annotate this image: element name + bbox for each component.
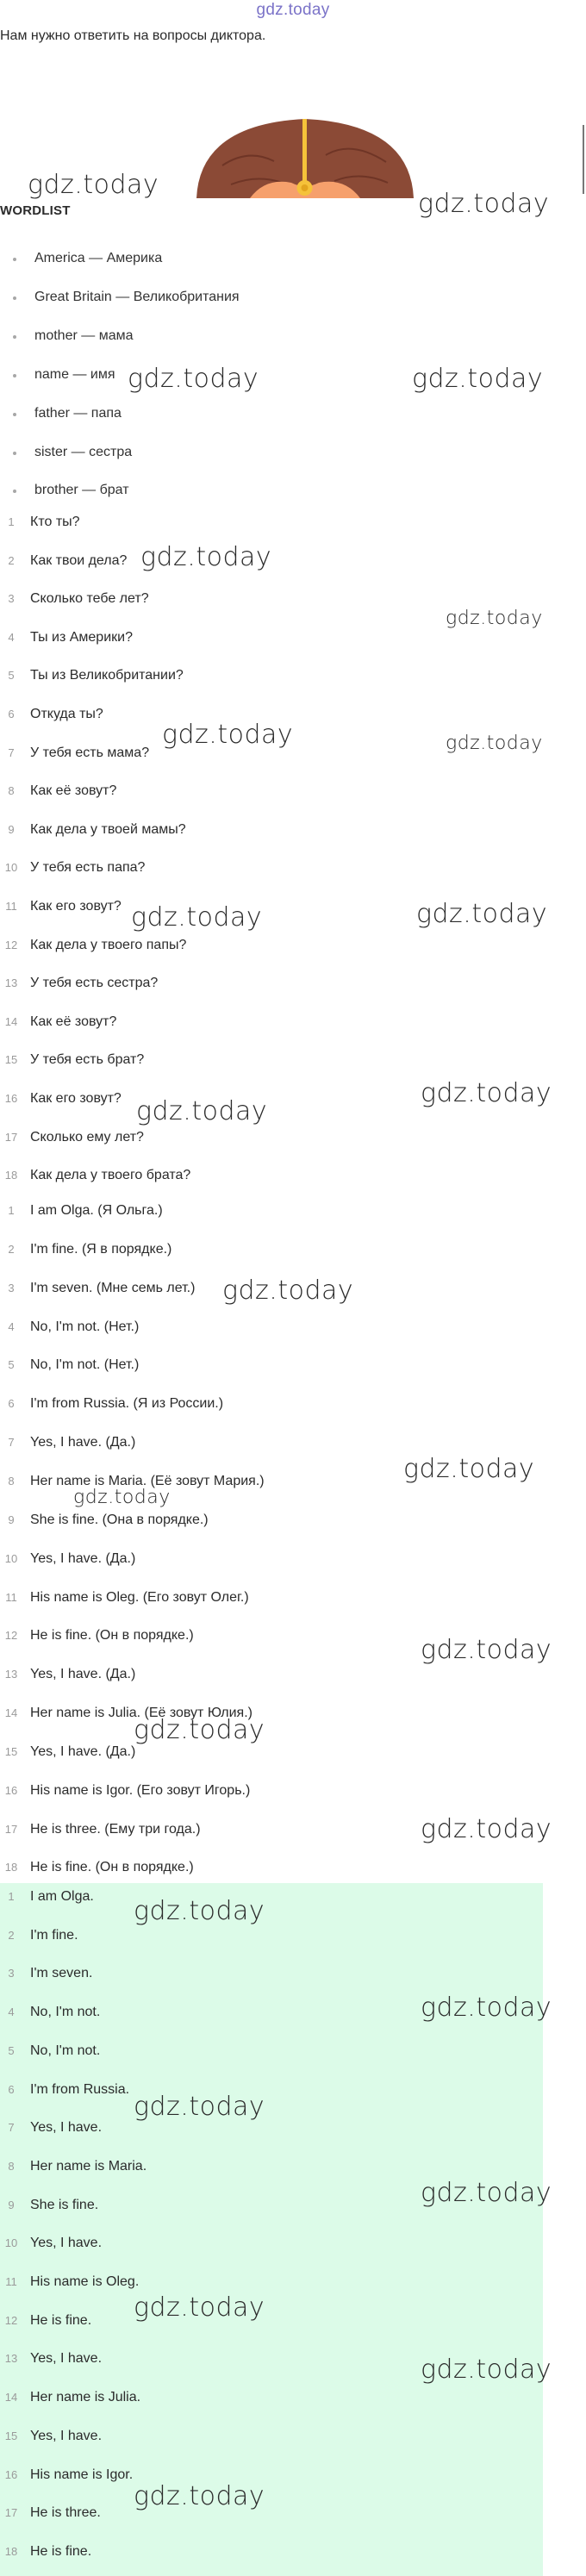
translated-answer-item (0, 1239, 552, 1260)
item-number: 9 (8, 822, 15, 836)
translated-answer-item (0, 1819, 552, 1840)
translated-answer-item (0, 1625, 552, 1646)
item-number: 3 (8, 1967, 15, 1980)
item-number: 5 (8, 1358, 15, 1372)
item-text: No, I'm not. (Нет.) (30, 1357, 140, 1373)
item-number: 16 (4, 1092, 18, 1105)
item-text: She is fine. (30, 2197, 99, 2212)
watermark-text: gdz.today (134, 2292, 265, 2323)
item-text: Yes, I have. (30, 2120, 103, 2136)
answer-item (0, 2348, 552, 2369)
item-number: 15 (4, 1053, 18, 1067)
item-number: 14 (4, 1706, 18, 1720)
translated-answer-item (0, 1510, 552, 1531)
watermark-text: gdz.today (418, 189, 550, 219)
item-text: His name is Oleg. (30, 2274, 140, 2289)
item-text: У тебя есть мама? (30, 745, 150, 760)
answer-item (0, 2080, 552, 2100)
item-text: Her name is Maria. (30, 2158, 147, 2174)
item-number: 11 (5, 2275, 17, 2288)
answer-item (0, 2118, 552, 2138)
watermark-text: gdz.today (412, 364, 544, 394)
item-number: 14 (4, 1014, 18, 1028)
question-item (0, 1012, 552, 1032)
watermark-text: gdz.today (446, 733, 543, 754)
question-item (0, 512, 552, 533)
item-text: No, I'm not. (30, 2005, 101, 2020)
item-number: 3 (8, 592, 15, 606)
translated-answer-item (0, 1742, 552, 1762)
item-number: 1 (8, 1890, 15, 1903)
item-number: 12 (4, 1629, 18, 1643)
item-text: Yes, I have. (30, 2428, 103, 2443)
item-number: 7 (8, 2121, 15, 2135)
wordlist-item (0, 365, 345, 385)
item-text: Как дела у твоей мамы? (30, 821, 186, 837)
item-text: У тебя есть сестра? (30, 976, 159, 991)
item-text: Yes, I have. (30, 2236, 103, 2251)
item-number: 4 (8, 1319, 15, 1333)
answer-item (0, 1963, 552, 1984)
translated-answer-item (0, 1201, 552, 1221)
answer-item (0, 1925, 552, 1946)
item-number: 9 (8, 1513, 15, 1526)
watermark-text: gdz.today (134, 2092, 265, 2122)
answer-item (0, 1887, 552, 1907)
item-text: His name is Igor. (Его зовут Игорь.) (30, 1782, 251, 1798)
item-text: He is fine. (Он в порядке.) (30, 1628, 194, 1644)
item-number: 1 (8, 1204, 15, 1217)
item-text: Yes, I have. (Да.) (30, 1743, 136, 1759)
item-text: I am Olga. (Я Ольга.) (30, 1203, 163, 1218)
question-item (0, 820, 552, 840)
item-text: Her name is Julia. (Её зовут Юлия.) (30, 1706, 252, 1721)
watermark-text: gdz.today (421, 2178, 552, 2208)
answer-item (0, 2503, 552, 2523)
watermark-text: gdz.today (421, 1635, 552, 1665)
watermark-text: gdz.today (421, 1814, 552, 1844)
item-number: 3 (8, 1281, 15, 1294)
item-number: 11 (5, 1590, 17, 1604)
item-number: 6 (8, 1397, 15, 1411)
translated-answer-item (0, 1355, 552, 1375)
wordlist-item-text: name — имя (34, 366, 115, 382)
item-text: Ты из Великобритании? (30, 668, 184, 683)
translated-answer-item (0, 1394, 552, 1414)
answer-item (0, 2311, 552, 2331)
item-number: 1 (8, 515, 15, 528)
item-text: Как дела у твоего папы? (30, 937, 187, 952)
answer-item (0, 2272, 552, 2292)
item-number: 8 (8, 2159, 15, 2173)
question-item (0, 551, 552, 571)
watermark-text: gdz.today (134, 1715, 265, 1745)
wordlist-item (0, 403, 345, 424)
site-logo-link[interactable]: gdz.today (256, 1, 330, 19)
bullet-dot (13, 413, 16, 416)
wordlist-item (0, 326, 345, 346)
item-number: 7 (8, 1436, 15, 1450)
item-text: His name is Igor. (30, 2467, 134, 2482)
answer-item (0, 2465, 552, 2486)
item-number: 10 (4, 1551, 18, 1565)
question-item (0, 1088, 552, 1109)
item-text: She is fine. (Она в порядке.) (30, 1512, 209, 1527)
item-text: He is fine. (30, 2543, 92, 2559)
item-number: 13 (4, 1668, 18, 1681)
question-item (0, 589, 552, 609)
item-text: He is three. (30, 2505, 101, 2521)
item-text: I'm seven. (30, 1966, 93, 1981)
item-text: No, I'm not. (Нет.) (30, 1319, 140, 1334)
item-number: 8 (8, 1474, 15, 1488)
item-number: 4 (8, 630, 15, 644)
item-text: His name is Oleg. (Его зовут Олег.) (30, 1589, 249, 1605)
item-text: Как её зовут? (30, 1014, 117, 1029)
watermark-text: gdz.today (162, 720, 294, 750)
answer-item (0, 2041, 552, 2061)
watermark-text: gdz.today (421, 2355, 552, 2385)
watermark-text: gdz.today (134, 2481, 265, 2511)
item-text: Yes, I have. (30, 2351, 103, 2367)
item-number: 12 (4, 2313, 18, 2327)
item-number: 6 (8, 2082, 15, 2096)
bullet-dot (13, 258, 16, 261)
item-number: 6 (8, 708, 15, 720)
item-number: 5 (8, 2043, 15, 2057)
wordlist-item (0, 480, 345, 501)
item-number: 13 (4, 2352, 18, 2366)
wordlist-item (0, 442, 345, 463)
answer-item (0, 2542, 552, 2562)
question-item (0, 743, 552, 764)
question-item (0, 1050, 552, 1070)
item-number: 7 (8, 745, 15, 759)
wordlist-item-text: father — папа (34, 405, 122, 421)
watermark-text: gdz.today (73, 1487, 171, 1508)
translated-answer-item (0, 1703, 552, 1724)
question-item (0, 665, 552, 686)
bullet-dot (13, 335, 16, 339)
item-text: Откуда ты? (30, 707, 103, 721)
wordlist-item-text: mother — мама (34, 327, 134, 343)
translated-answer-item (0, 1317, 552, 1338)
item-text: I'm fine. (Я в порядке.) (30, 1241, 172, 1257)
wordlist-item (0, 248, 345, 269)
watermark-text: gdz.today (28, 170, 159, 200)
item-number: 2 (8, 553, 15, 567)
item-number: 17 (4, 1130, 18, 1144)
answer-item (0, 2195, 552, 2216)
question-item (0, 627, 552, 648)
watermark-text: gdz.today (416, 899, 548, 929)
wordlist-item-text: sister — сестра (34, 444, 133, 459)
item-number: 9 (8, 2198, 15, 2211)
question-item (0, 858, 552, 878)
question-item (0, 1127, 552, 1148)
item-text: He is fine. (30, 2312, 92, 2328)
translated-answer-item (0, 1278, 552, 1299)
intro-text: Нам нужно ответить на вопросы диктора. (0, 28, 266, 43)
translated-answer-item (0, 1664, 552, 1685)
translated-answer-item (0, 1549, 552, 1569)
translated-answer-item (0, 1781, 552, 1801)
item-text: No, I'm not. (30, 2043, 101, 2058)
wordlist-item-text: Great Britain — Великобритания (34, 289, 240, 304)
bullet-dot (13, 490, 16, 493)
item-number: 8 (8, 784, 15, 798)
item-number: 5 (8, 669, 15, 683)
watermark-text: gdz.today (421, 1993, 552, 2023)
watermark-text: gdz.today (128, 364, 259, 394)
item-text: Как его зовут? (30, 1091, 122, 1106)
watermark-text: gdz.today (421, 1078, 552, 1108)
item-text: Сколько ему лет? (30, 1129, 144, 1145)
translated-answer-item (0, 1432, 552, 1453)
item-text: У тебя есть папа? (30, 860, 146, 876)
item-text: Yes, I have. (Да.) (30, 1435, 136, 1450)
wordlist-heading: WORDLIST (0, 203, 71, 218)
wordlist-item-text: brother — брат (34, 483, 129, 498)
item-number: 13 (4, 976, 18, 990)
item-text: I'm from Russia. (30, 2081, 130, 2097)
item-text: He is fine. (Он в порядке.) (30, 1860, 194, 1875)
watermark-text: gdz.today (131, 902, 263, 932)
watermark-text: gdz.today (140, 542, 272, 572)
answer-item (0, 2156, 552, 2177)
item-number: 18 (4, 2544, 18, 2558)
item-number: 10 (4, 2236, 18, 2250)
item-number: 2 (8, 1928, 15, 1942)
answer-item (0, 2233, 552, 2254)
watermark-text: gdz.today (222, 1276, 354, 1306)
scroll-edge-divider (583, 125, 584, 194)
translated-answer-item (0, 1471, 552, 1492)
item-number: 10 (4, 861, 18, 875)
item-number: 2 (8, 1242, 15, 1256)
wordlist-item-text: America — Америка (34, 251, 163, 265)
watermark-text: gdz.today (446, 608, 543, 629)
item-text: Сколько тебе лет? (30, 591, 149, 607)
item-number: 12 (4, 938, 18, 951)
question-item (0, 1165, 552, 1186)
item-text: I'm seven. (Мне семь лет.) (30, 1280, 196, 1295)
item-text: Как дела у твоего брата? (30, 1168, 191, 1183)
item-text: У тебя есть брат? (30, 1052, 145, 1068)
item-text: Her name is Maria. (Её зовут Мария.) (30, 1473, 265, 1488)
wordlist-item (0, 287, 345, 308)
item-text: I'm fine. (30, 1927, 78, 1943)
item-text: Yes, I have. (Да.) (30, 1667, 136, 1682)
item-text: Ты из Америки? (30, 629, 133, 645)
bullet-dot (13, 374, 16, 377)
question-item (0, 781, 552, 801)
item-number: 11 (5, 900, 17, 913)
question-item (0, 704, 552, 725)
item-number: 16 (4, 1783, 18, 1797)
item-number: 18 (4, 1861, 18, 1874)
item-number: 16 (4, 2467, 18, 2481)
item-number: 4 (8, 2005, 15, 2019)
question-item (0, 973, 552, 994)
item-number: 17 (4, 1822, 18, 1836)
watermark-text: gdz.today (403, 1454, 535, 1484)
item-text: Как его зовут? (30, 899, 122, 914)
item-text: Кто ты? (30, 515, 80, 529)
item-number: 14 (4, 2391, 18, 2404)
question-item (0, 935, 552, 956)
item-text: Yes, I have. (Да.) (30, 1550, 136, 1566)
answer-item (0, 2387, 552, 2408)
question-item (0, 896, 552, 917)
translated-answer-item (0, 1857, 552, 1878)
item-text: Her name is Julia. (30, 2390, 141, 2405)
answer-item (0, 2426, 552, 2447)
item-text: Как твои дела? (30, 552, 128, 568)
translated-answer-item (0, 1587, 552, 1608)
watermark-text: gdz.today (136, 1096, 268, 1126)
item-text: I'm from Russia. (Я из России.) (30, 1396, 224, 1412)
bullet-dot (13, 296, 16, 300)
bullet-dot (13, 452, 16, 455)
item-number: 17 (4, 2506, 18, 2520)
answer-item (0, 2002, 552, 2023)
item-number: 15 (4, 1744, 18, 1758)
character-head-illustration (196, 114, 414, 198)
item-text: Как её зовут? (30, 783, 117, 799)
watermark-text: gdz.today (134, 1896, 265, 1926)
item-number: 18 (4, 1169, 18, 1182)
item-number: 15 (4, 2429, 18, 2442)
item-text: I am Olga. (30, 1889, 94, 1904)
item-text: He is three. (Ему три года.) (30, 1821, 201, 1837)
